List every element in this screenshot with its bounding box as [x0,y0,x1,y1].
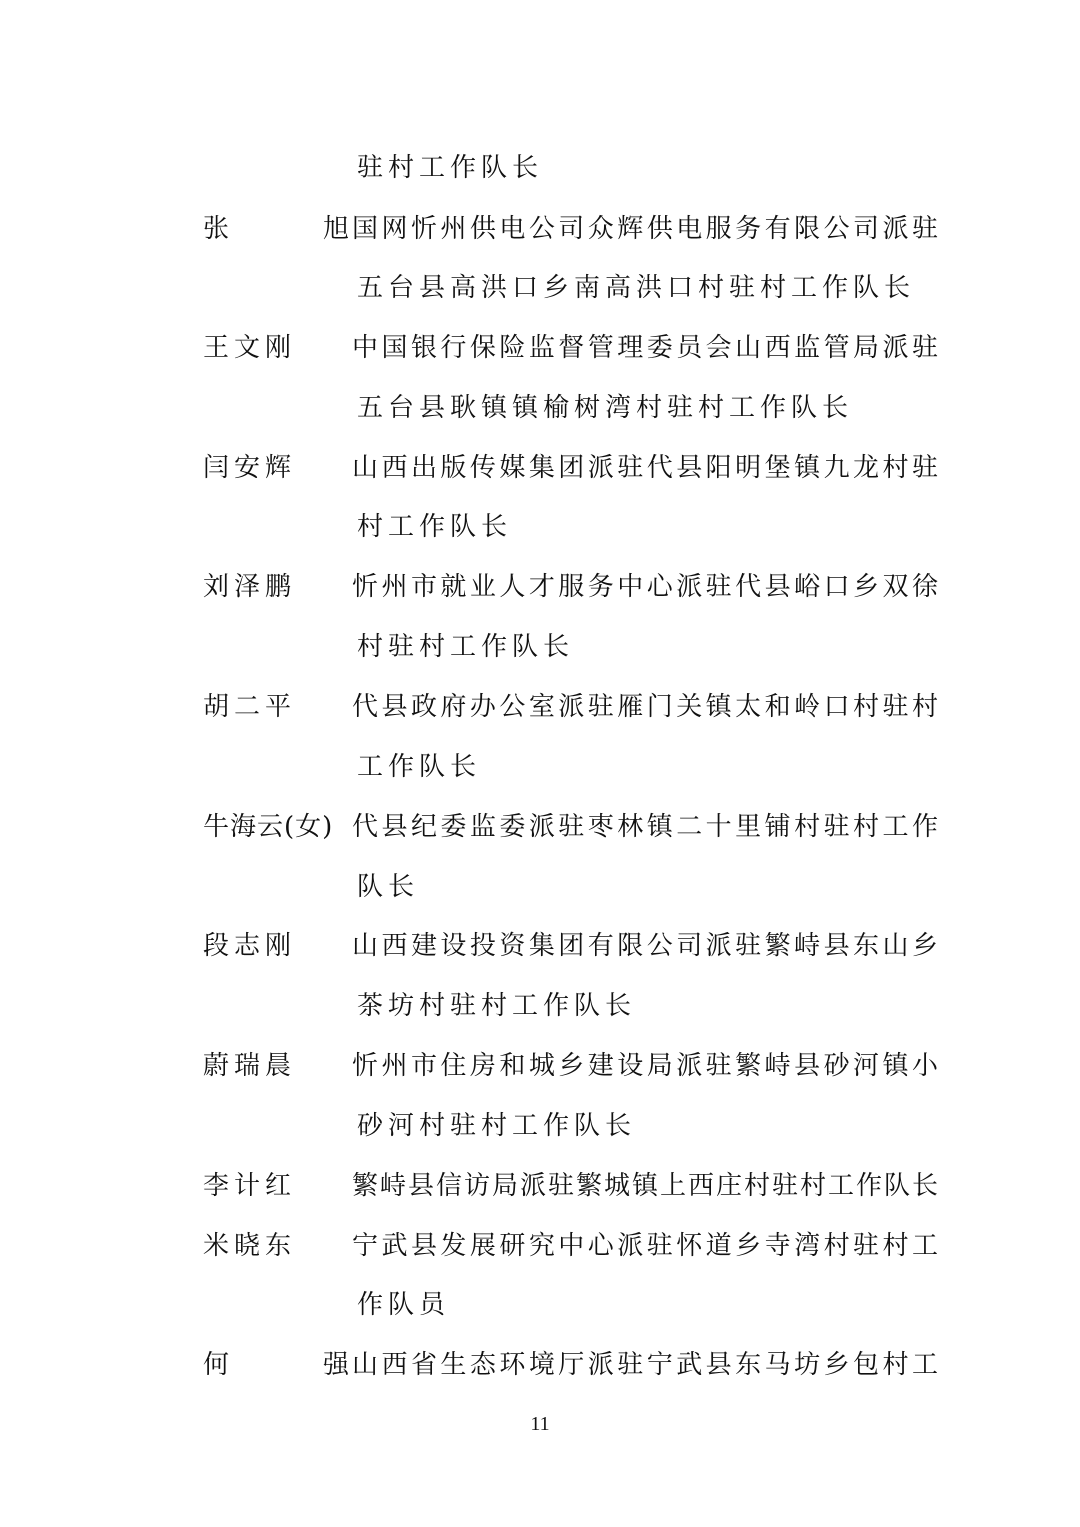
continued-line: 驻村工作队长 [357,153,544,183]
entry-name: 蔚瑞晨 [203,1051,297,1081]
entry-description-continued: 五台县耿镇镇榆树湾村驻村工作队长 [357,393,854,423]
entry-description: 代县政府办公室派驻雁门关镇太和岭口村驻村 [352,692,938,722]
entry-name: 李计红 [203,1171,297,1201]
entry-name: 牛海云(女) [203,812,334,842]
entry-name: 闫安辉 [203,453,297,483]
entry-description: 繁峙县信访局派驻繁城镇上西庄村驻村工作队长 [352,1171,938,1201]
entry-description: 中国银行保险监督管理委员会山西监管局派驻 [352,333,938,363]
entry-description-continued: 村驻村工作队长 [357,632,575,662]
entry-description: 宁武县发展研究中心派驻怀道乡寺湾村驻村工 [352,1231,938,1261]
entry-name: 米晓东 [203,1231,297,1261]
entry-name: 何 强 [203,1350,384,1380]
page-number: 11 [530,1413,550,1435]
entry-name: 刘泽鹏 [203,572,297,602]
entry-description-continued: 五台县高洪口乡南高洪口村驻村工作队长 [357,273,916,303]
entry-description-continued: 茶坊村驻村工作队长 [357,991,637,1021]
entry-description-continued: 队长 [357,872,420,902]
entry-description: 国网忻州供电公司众辉供电服务有限公司派驻 [352,214,938,244]
entry-name: 段志刚 [203,931,297,961]
entry-description: 山西省生态环境厅派驻宁武县东马坊乡包村工 [352,1350,938,1380]
entry-name: 张 旭 [203,214,384,244]
entry-description: 山西建设投资集团有限公司派驻繁峙县东山乡 [352,931,938,961]
entry-description-continued: 工作队长 [357,752,482,782]
entry-name: 胡二平 [203,692,297,722]
entry-description-continued: 作队员 [357,1290,451,1320]
entry-description-continued: 砂河村驻村工作队长 [357,1111,637,1141]
entry-description: 忻州市住房和城乡建设局派驻繁峙县砂河镇小 [352,1051,938,1081]
entry-description: 代县纪委监委派驻枣林镇二十里铺村驻村工作 [352,812,938,842]
entry-description: 山西出版传媒集团派驻代县阳明堡镇九龙村驻 [352,453,938,483]
entry-description-continued: 村工作队长 [357,512,513,542]
entry-description: 忻州市就业人才服务中心派驻代县峪口乡双徐 [352,572,938,602]
entry-name: 王文刚 [203,333,297,363]
